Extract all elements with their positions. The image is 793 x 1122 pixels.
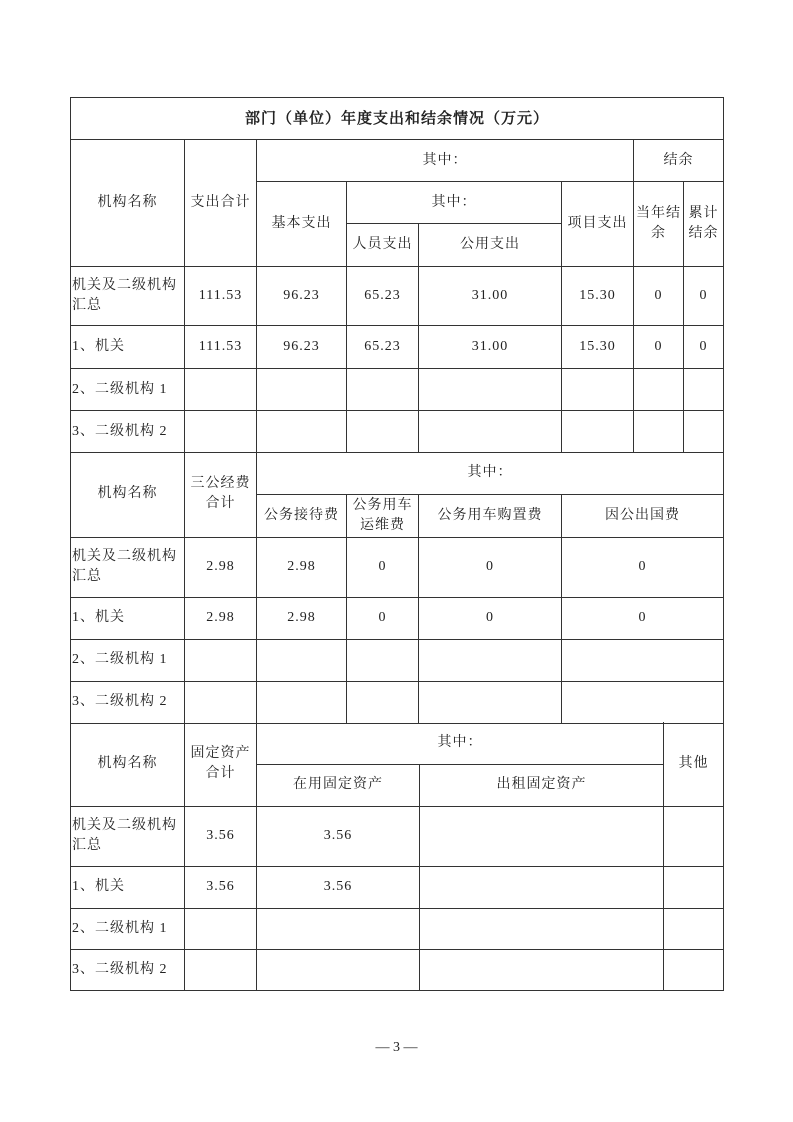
vehicle-ops: 0 — [347, 597, 419, 639]
total: 2.98 — [185, 597, 257, 639]
table-row — [71, 537, 724, 597]
header-year-balance: 当年结余 — [634, 182, 684, 267]
basic — [257, 369, 347, 411]
total — [185, 681, 257, 723]
vehicle-purchase: 0 — [419, 597, 562, 639]
other — [664, 908, 724, 949]
project: 15.30 — [562, 267, 634, 326]
table-row — [71, 949, 724, 990]
total — [185, 908, 257, 949]
header-vehicle-ops: 公务用车运维费 — [347, 494, 419, 537]
cum-balance: 0 — [684, 267, 724, 326]
other — [664, 949, 724, 990]
reception: 2.98 — [257, 597, 347, 639]
header-cum-balance: 累计结余 — [684, 182, 724, 267]
header-basic-of-which: 其中： — [347, 182, 562, 224]
org-name: 1、机关 — [71, 597, 185, 639]
table-row — [71, 369, 724, 411]
header-org-name: 机构名称 — [71, 722, 185, 806]
header-total: 支出合计 — [185, 140, 257, 267]
other — [664, 866, 724, 908]
table-row — [71, 806, 724, 866]
vehicle-ops — [347, 681, 419, 723]
project — [562, 369, 634, 411]
header-of-which: 其中： — [257, 452, 724, 494]
vehicle-ops: 0 — [347, 537, 419, 597]
total: 111.53 — [185, 267, 257, 326]
vehicle-ops — [347, 639, 419, 681]
vehicle-purchase — [419, 639, 562, 681]
leased — [420, 806, 664, 866]
header-org-name: 机构名称 — [71, 140, 185, 267]
year-balance — [634, 411, 684, 453]
basic — [257, 411, 347, 453]
header-other: 其他 — [664, 722, 724, 806]
table-row — [71, 681, 724, 723]
public: 31.00 — [419, 326, 562, 369]
vehicle-purchase — [419, 681, 562, 723]
reception: 2.98 — [257, 537, 347, 597]
header-total: 三公经费合计 — [185, 452, 257, 537]
in-use: 3.56 — [257, 866, 420, 908]
org-name: 1、机关 — [71, 866, 185, 908]
personnel: 65.23 — [347, 267, 419, 326]
fixed-assets-table — [70, 722, 724, 991]
header-total: 固定资产合计 — [185, 722, 257, 806]
abroad: 0 — [562, 597, 724, 639]
header-abroad: 因公出国费 — [562, 494, 724, 537]
project: 15.30 — [562, 326, 634, 369]
org-name: 3、二级机构 2 — [71, 411, 185, 453]
header-project: 项目支出 — [562, 182, 634, 267]
other — [664, 806, 724, 866]
year-balance: 0 — [634, 326, 684, 369]
header-of-which: 其中： — [257, 722, 664, 764]
cum-balance — [684, 369, 724, 411]
reception — [257, 639, 347, 681]
org-name: 2、二级机构 1 — [71, 908, 185, 949]
org-name: 2、二级机构 1 — [71, 639, 185, 681]
table-row — [71, 411, 724, 453]
expenditure-balance-table — [70, 97, 724, 453]
org-name: 3、二级机构 2 — [71, 949, 185, 990]
header-leased: 出租固定资产 — [420, 764, 664, 806]
vehicle-purchase: 0 — [419, 537, 562, 597]
in-use — [257, 949, 420, 990]
leased — [420, 866, 664, 908]
project — [562, 411, 634, 453]
personnel — [347, 411, 419, 453]
leased — [420, 949, 664, 990]
total — [185, 639, 257, 681]
total — [185, 411, 257, 453]
total — [185, 369, 257, 411]
reception — [257, 681, 347, 723]
personnel: 65.23 — [347, 326, 419, 369]
header-balance: 结余 — [634, 140, 724, 182]
total: 111.53 — [185, 326, 257, 369]
cum-balance — [684, 411, 724, 453]
table-row — [71, 326, 724, 369]
table-row — [71, 267, 724, 326]
total: 3.56 — [185, 806, 257, 866]
header-public: 公用支出 — [419, 224, 562, 267]
org-name: 1、机关 — [71, 326, 185, 369]
in-use — [257, 908, 420, 949]
leased — [420, 908, 664, 949]
in-use: 3.56 — [257, 806, 420, 866]
abroad: 0 — [562, 537, 724, 597]
table-row — [71, 639, 724, 681]
basic: 96.23 — [257, 326, 347, 369]
page-number: — 3 — — [375, 1040, 418, 1055]
cum-balance: 0 — [684, 326, 724, 369]
table-row — [71, 597, 724, 639]
header-of-which: 其中： — [257, 140, 634, 182]
year-balance — [634, 369, 684, 411]
public — [419, 369, 562, 411]
header-reception: 公务接待费 — [257, 494, 347, 537]
header-vehicle-purchase: 公务用车购置费 — [419, 494, 562, 537]
year-balance: 0 — [634, 267, 684, 326]
personnel — [347, 369, 419, 411]
header-personnel: 人员支出 — [347, 224, 419, 267]
basic: 96.23 — [257, 267, 347, 326]
three-public-expenses-table — [70, 452, 724, 724]
header-in-use: 在用固定资产 — [257, 764, 420, 806]
table-row — [71, 866, 724, 908]
table-row — [71, 908, 724, 949]
total: 2.98 — [185, 537, 257, 597]
header-org-name: 机构名称 — [71, 452, 185, 537]
total: 3.56 — [185, 866, 257, 908]
total — [185, 949, 257, 990]
org-name: 机关及二级机构汇总 — [71, 537, 185, 597]
abroad — [562, 681, 724, 723]
header-basic: 基本支出 — [257, 182, 347, 267]
abroad — [562, 639, 724, 681]
public — [419, 411, 562, 453]
org-name: 机关及二级机构汇总 — [71, 267, 185, 326]
public: 31.00 — [419, 267, 562, 326]
org-name: 2、二级机构 1 — [71, 369, 185, 411]
org-name: 3、二级机构 2 — [71, 681, 185, 723]
org-name: 机关及二级机构汇总 — [71, 806, 185, 866]
table-title: 部门（单位）年度支出和结余情况（万元） — [71, 98, 724, 140]
